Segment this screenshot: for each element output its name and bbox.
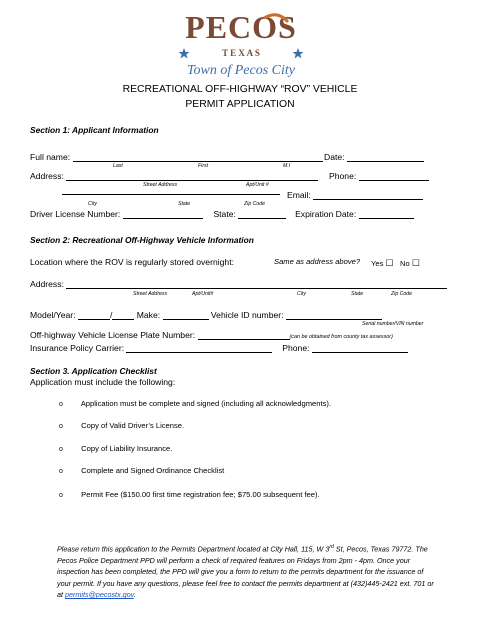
bullet-icon: o: [59, 401, 63, 408]
return-instructions: [57, 542, 439, 600]
checklist-item-text: Permit Fee ($150.00 first time registration fee; $75.00 subsequent fee).: [81, 490, 320, 499]
full-name-field[interactable]: [73, 152, 323, 162]
address-row: [30, 171, 318, 181]
rov-state-sublabel: State: [351, 291, 364, 297]
dl-number-label: Driver License Number:: [30, 209, 121, 219]
rov-address-field[interactable]: [66, 279, 447, 289]
vehicle-row: [30, 310, 382, 320]
bullet-icon: o: [59, 492, 63, 499]
model-year-label: Model/Year:: [30, 310, 76, 320]
instructions-end: .: [133, 590, 136, 600]
yes-label: Yes: [371, 259, 384, 268]
checklist-item-text: Application must be complete and signed (including all acknowledgments).: [80, 399, 332, 408]
town-logo: [178, 8, 304, 78]
phone-label: Phone:: [329, 171, 357, 181]
form-title-line2: PERMIT APPLICATION: [185, 99, 295, 110]
insurance-field[interactable]: [126, 343, 272, 353]
make-field[interactable]: [163, 310, 209, 320]
same-as-address-label: Same as address above?: [274, 257, 361, 266]
no-label: No: [400, 259, 410, 268]
rov-apt-sublabel: Apt/Unit#: [192, 291, 214, 297]
logo-tagline: Town of Pecos City: [187, 63, 295, 78]
insurance-phone-field[interactable]: [312, 343, 408, 353]
rov-address-label: Address:: [30, 279, 64, 289]
serial-vin-sublabel: Serial number/VIN number: [362, 321, 424, 327]
instructions-text-a: Please return this application to the Permits Department located at City Hall, 115, W 3: [57, 544, 330, 554]
section1-heading: Section 1: Applicant Information: [30, 125, 159, 135]
vin-label: Vehicle ID number:: [210, 310, 284, 320]
bullet-icon: o: [59, 468, 63, 475]
logo-graphic: [178, 8, 304, 78]
checklist-item: [59, 399, 331, 408]
checklist-item: [59, 490, 320, 499]
bullet-icon: o: [59, 423, 63, 430]
plate-note: (can be obtained from county tax assessor): [289, 334, 393, 340]
email-row: [287, 190, 423, 200]
checklist-item-text: Copy of Liability Insurance.: [81, 444, 173, 453]
checklist-intro: Application must include the following:: [30, 377, 176, 387]
insurance-label: Insurance Policy Carrier:: [30, 343, 125, 353]
make-label: Make:: [136, 310, 161, 320]
phone-field[interactable]: [359, 171, 429, 181]
rov-zip-sublabel: Zip Code: [391, 291, 413, 297]
last-sublabel: Last: [113, 163, 123, 169]
checklist-item: [59, 466, 224, 475]
city-state-zip-field[interactable]: [62, 185, 280, 195]
plate-field[interactable]: [198, 330, 290, 340]
form-title-line1: RECREATIONAL OFF-HIGHWAY “ROV” VEHICLE: [122, 84, 358, 95]
instructions-text-b: St, Pecos, Texas 79772. The Pecos Police Department PPD will perform a check of required features on Fridays from 2pm - 4pm. Once your inspection has been completed, the PPD will give you a form to return to the permits department for the issuance of your permit. If you have any questions, please feel free to contact the permits department at (432)445-2421 ext. 701 or at: [57, 544, 434, 600]
first-sublabel: First: [198, 163, 209, 169]
state-sublabel: State: [178, 201, 191, 207]
plate-label: Off-highway Vehicle License Plate Number:: [30, 330, 196, 340]
street-address-sublabel: Street Address: [143, 182, 178, 188]
vin-field[interactable]: [286, 310, 382, 320]
phone-row: [329, 171, 429, 181]
checklist-item-text: Complete and Signed Ordinance Checklist: [81, 466, 225, 475]
plate-row: [30, 330, 393, 340]
mi-sublabel: M.I: [283, 163, 291, 169]
dl-state-label: State:: [213, 209, 236, 219]
checklist-item: [59, 421, 184, 430]
insurance-phone-label: Phone:: [282, 343, 310, 353]
rov-address-row: [30, 279, 447, 289]
address-field[interactable]: [66, 171, 318, 181]
checklist-item-text: Copy of Valid Driver’s License.: [81, 421, 185, 430]
zip-sublabel: Zip Code: [244, 201, 266, 207]
section3-heading: Section 3. Application Checklist: [30, 366, 157, 376]
dl-state-field[interactable]: [238, 209, 286, 219]
logo-wordmark: PECOS: [185, 9, 297, 45]
bullet-icon: o: [59, 446, 63, 453]
checklist-item: [59, 444, 172, 453]
expiration-field[interactable]: [359, 209, 414, 219]
insurance-row: [30, 343, 408, 353]
address-label: Address:: [30, 171, 64, 181]
dl-row: [30, 209, 414, 219]
yes-checkbox[interactable]: ☐: [385, 258, 394, 268]
email-field[interactable]: [313, 190, 423, 200]
city-sublabel: City: [88, 201, 97, 207]
expiration-label: Expiration Date:: [295, 209, 357, 219]
no-checkbox[interactable]: ☐: [411, 258, 420, 268]
yes-option[interactable]: [371, 258, 394, 269]
logo-state: T E X A S: [222, 48, 260, 58]
year-field[interactable]: [109, 310, 134, 320]
no-option[interactable]: [400, 258, 420, 269]
dl-number-field[interactable]: [123, 209, 203, 219]
storage-location-question: Location where the ROV is regularly stored overnight:: [30, 257, 234, 267]
email-label: Email:: [287, 190, 311, 200]
section2-heading: Section 2: Recreational Off-Highway Vehicle Information: [30, 235, 254, 245]
full-name-label: Full name:: [30, 152, 71, 162]
rov-city-sublabel: City: [297, 291, 306, 297]
date-label: Date:: [324, 152, 345, 162]
apt-unit-sublabel: Apt/Unit #: [246, 182, 269, 188]
instructions-sup: rd: [329, 544, 334, 550]
date-field[interactable]: [347, 152, 424, 162]
date-row: [324, 152, 424, 162]
rov-street-sublabel: Street Address: [133, 291, 168, 297]
permits-email-link[interactable]: permits@pecostx.gov: [65, 590, 134, 600]
model-field[interactable]: [78, 310, 113, 320]
full-name-row: [30, 152, 323, 162]
model-year-slash: /: [109, 310, 113, 320]
